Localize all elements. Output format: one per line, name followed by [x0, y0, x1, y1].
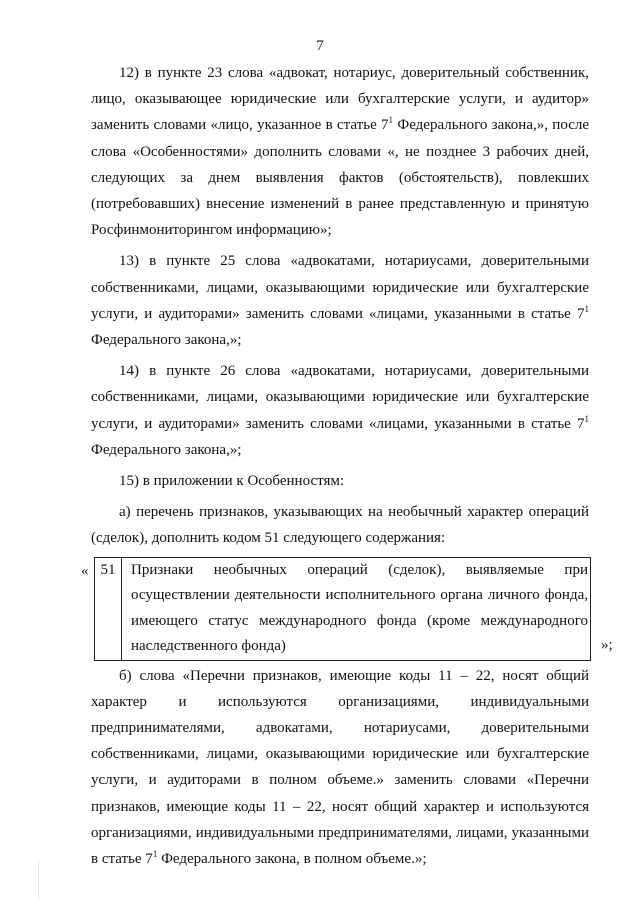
code-cell: 51	[95, 557, 122, 660]
item-15b-paragraph: б) слова «Перечни признаков, имеющие коды 11 – 22, носят общий характер и используются организациями, индивидуальными предпринимателями, адвокатами, нотариусами, доверительными собственниками, лицами, оказывающими юридические или бухгалтерские услуги, и аудиторами в полном объеме.» заменить словами «Перечни признаков, имеющие коды 11 – 22, носят общий характер и используются организациями, индивидуальными предпринимателями, лицами, указанными в статье $7^1$ Федерального закона, в полном объеме.»;	[91, 667, 589, 868]
description-cell: Признаки необычных операций (сделок), выявляемые при осуществлении деятельности исполнительного органа личного фонда, имеющего статус международного фонда (кроме международного наследственного фонда)	[122, 557, 591, 660]
code-table-block	[81, 557, 613, 659]
item-15a-paragraph: а) перечень признаков, указывающих на необычный характер операций (сделок), дополнить кодом 51 следующего содержания:	[91, 504, 589, 547]
item-14-paragraph: 14) в пункте 26 слова «адвокатами, нотариусами, доверительными собственниками, лицами, оказывающими юридические или бухгалтерские услуги, и аудиторами» заменить словами «лицами, указанными в статье $7^1$ Федерального закона,»;	[91, 363, 589, 458]
item-12-paragraph: 12) в пункте 23 слова «адвокат, нотариус, доверительный собственник, лицо, оказывающее юридические или бухгалтерские услуги, и аудитор» заменить словами «лицо, указанное в статье $7^1$ Федерального закона,», после слова «Особенностями» дополнить словами «, не позднее 3 рабочих дней, следующих за днем выявления фактов (обстоятельств), повлекших (потребовавших) внесение изменений в ранее представленную и принятую Росфинмониторингом информацию»;	[91, 65, 589, 239]
table-row	[95, 557, 591, 660]
closing-quote: »;	[601, 636, 613, 653]
scan-margin-mark	[38, 860, 39, 900]
code-table	[94, 557, 591, 661]
item-13-paragraph: 13) в пункте 25 слова «адвокатами, нотариусами, доверительными собственниками, лицами, оказывающими юридические или бухгалтерские услуги, и аудиторами» заменить словами «лицами, указанными в статье $7^1$ Федерального закона,»;	[91, 253, 589, 349]
opening-quote: «	[81, 562, 89, 579]
page-number: 7	[316, 38, 324, 54]
document-body	[81, 60, 613, 872]
item-15-paragraph: 15) в приложении к Особенностям:	[119, 473, 345, 490]
